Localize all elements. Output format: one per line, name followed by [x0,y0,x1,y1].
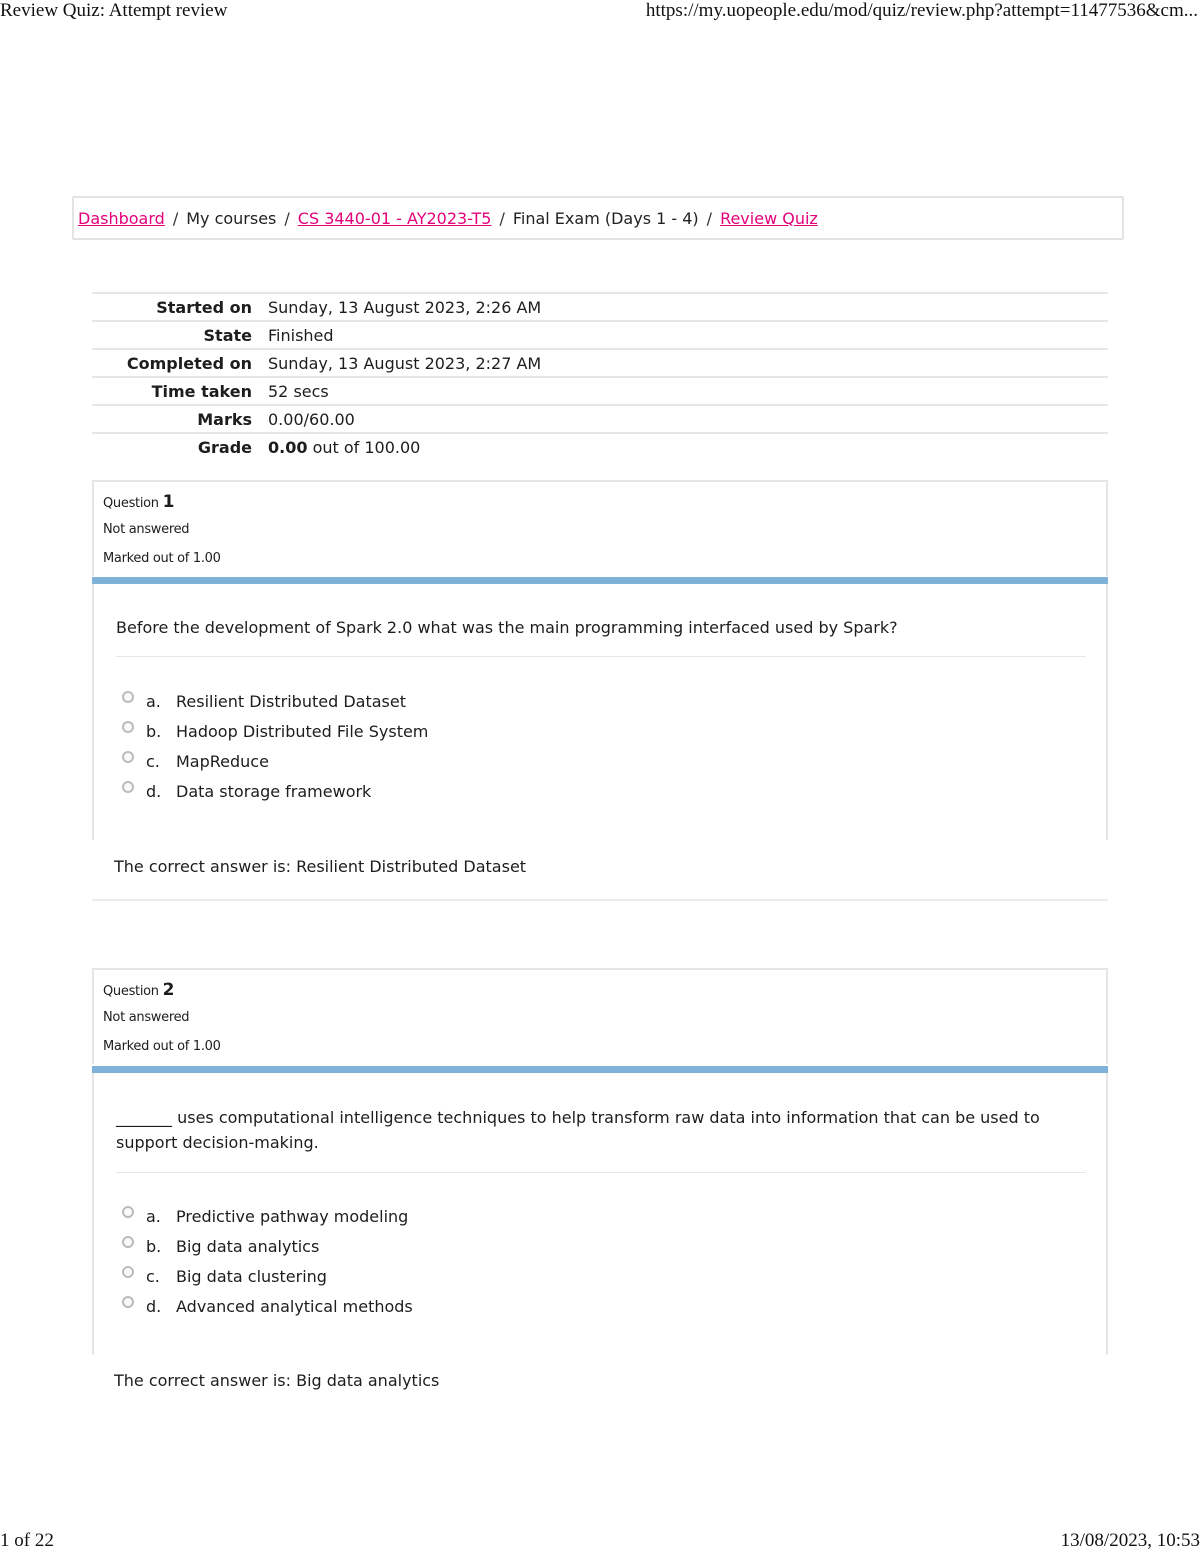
summary-value: 0.00/60.00 [268,409,355,429]
question-2-feedback: The correct answer is: Big data analytics [114,1371,440,1390]
question-divider [116,1172,1086,1173]
answer-option-d[interactable]: d. Advanced analytical methods [122,1291,413,1321]
question-state: Not answered [103,522,190,537]
question-number: Question 1 [103,492,175,512]
answer-option-d[interactable]: d. Data storage framework [122,776,428,806]
breadcrumb-course[interactable]: CS 3440-01 - AY2023-T5 [297,208,492,228]
attempt-summary-table [92,292,1108,460]
answer-option-a[interactable]: a. Resilient Distributed Dataset [122,686,428,716]
question-1-info [92,480,1108,576]
summary-label: Started on [156,297,252,317]
breadcrumb-separator: / [499,208,505,228]
print-footer [0,1530,1200,1552]
print-url: https://my.uopeople.edu/mod/quiz/review.php?attempt=11477536&cm... [645,0,1198,21]
summary-row-grade [92,433,1108,460]
question-1-divider-bar [92,577,1108,584]
summary-label: State [203,325,252,345]
summary-row-state [92,321,1108,349]
summary-value: 52 secs [268,381,329,401]
answer-options [122,686,428,806]
radio-button[interactable] [122,721,134,733]
question-1-feedback: The correct answer is: Resilient Distributed Dataset [114,857,527,876]
summary-label: Completed on [126,353,252,373]
print-title: Review Quiz: Attempt review [0,0,228,21]
answer-options [122,1201,413,1321]
breadcrumb-section: Final Exam (Days 1 - 4) [512,208,699,228]
radio-button[interactable] [122,1266,134,1278]
question-2-divider-bar [92,1066,1108,1073]
answer-option-b[interactable]: b. Hadoop Distributed File System [122,716,428,746]
summary-row-time-taken [92,377,1108,405]
answer-option-c[interactable]: c. Big data clustering [122,1261,413,1291]
page-counter: 1 of 22 [0,1530,54,1551]
breadcrumb-separator: / [706,208,713,228]
radio-button[interactable] [122,1206,134,1218]
summary-row-completed [92,349,1108,377]
question-2-content [92,1073,1108,1355]
print-datetime: 13/08/2023, 10:53 [1060,1530,1200,1551]
question-text: _______ uses computational intelligence techniques to help transform raw data into information that can be used to support decision-making. [116,1108,1040,1152]
summary-value: Sunday, 13 August 2023, 2:26 AM [268,297,542,317]
radio-button[interactable] [122,781,134,793]
answer-option-b[interactable]: b. Big data analytics [122,1231,413,1261]
summary-label: Grade [197,437,252,457]
summary-label: Marks [197,409,252,429]
question-2-info [92,968,1108,1064]
breadcrumb-review-quiz[interactable]: Review Quiz [720,208,818,228]
question-state: Not answered [103,1010,190,1025]
question-grade: Marked out of 1.00 [103,1039,221,1054]
breadcrumb-separator: / [284,208,290,228]
question-grade: Marked out of 1.00 [103,551,221,566]
breadcrumb-separator: / [172,208,179,228]
question-divider [116,656,1086,657]
feedback-divider [92,899,1108,901]
question-text: Before the development of Spark 2.0 what was the main programming interfaced used by Spark? [116,618,898,637]
grade-score: 0.00 [268,437,308,457]
summary-label: Time taken [151,381,252,401]
breadcrumb [72,196,1124,240]
answer-option-a[interactable]: a. Predictive pathway modeling [122,1201,413,1231]
grade-out-of: out of 100.00 [312,437,421,457]
summary-value [260,433,1108,460]
summary-value: Finished [268,325,334,345]
summary-row-marks [92,405,1108,433]
summary-row-started [92,293,1108,321]
radio-button[interactable] [122,1236,134,1248]
summary-value: Sunday, 13 August 2023, 2:27 AM [268,353,542,373]
print-header [0,0,1200,22]
radio-button[interactable] [122,751,134,763]
question-1-content [92,584,1108,840]
question-number: Question 2 [103,980,175,1000]
radio-button[interactable] [122,1296,134,1308]
radio-button[interactable] [122,691,134,703]
breadcrumb-dashboard[interactable]: Dashboard [78,208,165,228]
answer-option-c[interactable]: c. MapReduce [122,746,428,776]
breadcrumb-my-courses: My courses [186,208,277,228]
